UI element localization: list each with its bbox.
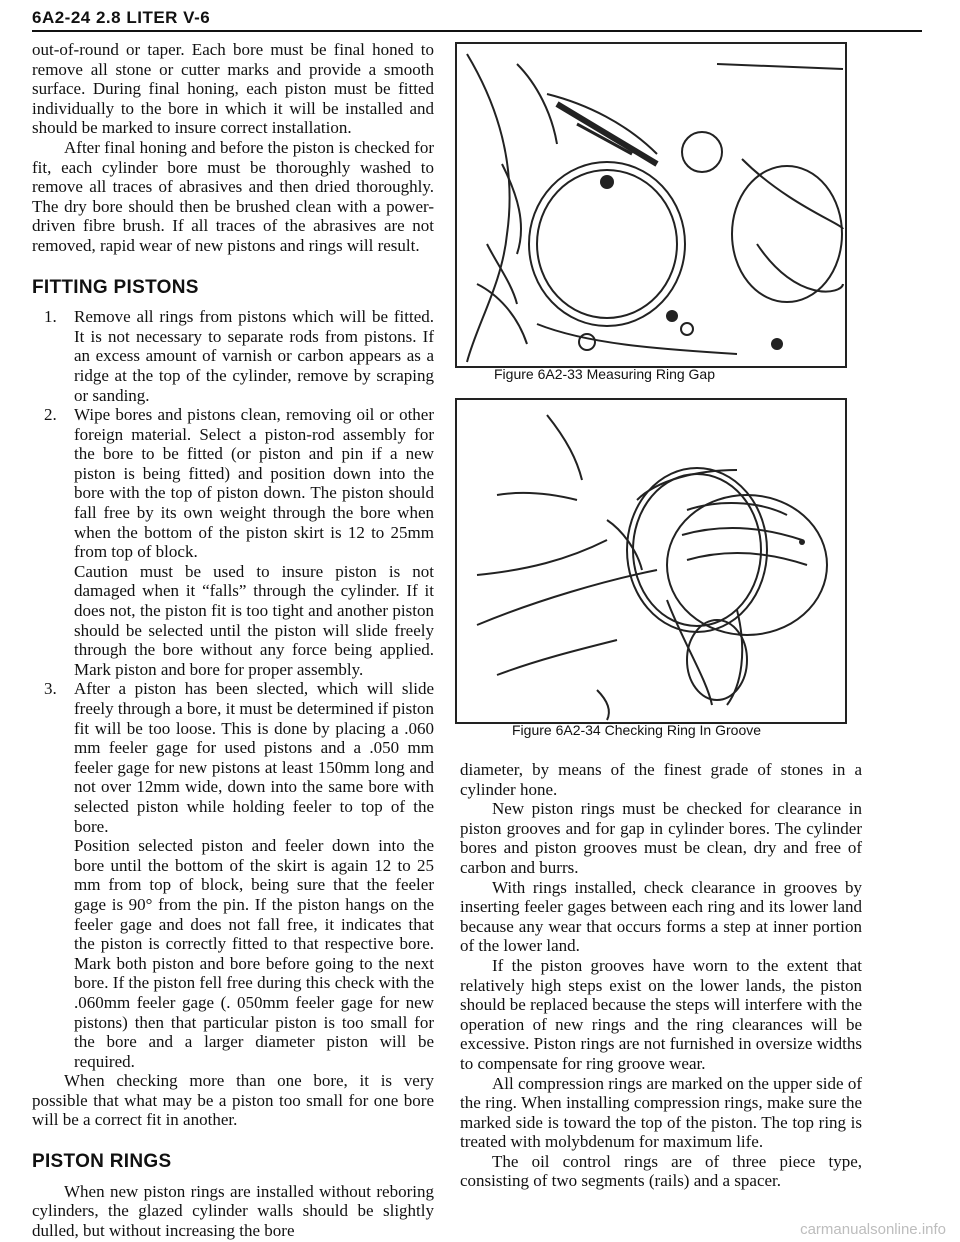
list-item-text: After a piston has been slected, which will slide freely through a bore, it must be determined if piston fit will be too loose. This is done by placing a .060 mm feeler gage for used pistons and a .050 mm feeler gage for new pistons at least 150mm long and not over 12mm wide, down into the same bore with selected piston while holding feeler to top of the bore.	[74, 679, 434, 836]
section-heading-piston-rings: PISTON RINGS	[32, 1151, 172, 1173]
header-rule	[32, 30, 922, 32]
paragraph: If the piston grooves have worn to the extent that relatively high steps exist on the lower lands, the piston should be replaced because the steps will interfere with the operation of new rings and the ring clearances will be excessive. Piston rings are not furnished in oversize widths to compensate for ring groove wear.	[460, 955, 862, 1073]
paragraph: When new piston rings are installed without reboring cylinders, the glazed cylinder walls should be slightly dulled, but without increasing the bore	[32, 1181, 434, 1240]
section-heading-fitting-pistons: FITTING PISTONS	[32, 276, 199, 298]
list-item-text: Caution must be used to insure piston is not damaged when it “falls” through the cylinder. If it does not, the piston fit is too tight and another piston should be selected until the piston will slide freely through the bore without any force being applied. Mark piston and bore for proper assembly.	[74, 561, 434, 679]
list-number: 3.	[44, 679, 57, 699]
paragraph: All compression rings are marked on the upper side of the ring. When installing compression rings, make sure the marked side is toward the top of the piston. The top ring is treated with molybdenum for maximum life.	[460, 1073, 862, 1152]
paragraph: The oil control rings are of three piece type, consisting of two segments (rails) and a spacer.	[460, 1151, 862, 1191]
list-item-text: Wipe bores and pistons clean, removing oil or other foreign material. Select a piston-rod assembly for the bore to be fitted (or piston and pin if a new piston is being fitted) and position down into the bore with the top of piston down. The piston should fall free by its own weight through the bore when when the bottom of the piston skirt is 12 to 25mm from top of block.	[74, 405, 434, 562]
paragraph: After final honing and before the piston is checked for fit, each cylinder bore must be thoroughly washed to remove all traces of abrasives and then dried thoroughly. The dry bore should then be brushed clean with a power-driven fibre brush. If all traces of the abrasives are not removed, rapid wear of new pistons and rings will result.	[32, 137, 434, 255]
list-item	[32, 679, 434, 1071]
paragraph: When checking more than one bore, it is very possible that what may be a piston too small for one bore will be a correct fit in another.	[32, 1071, 434, 1130]
paragraph: out-of-round or taper. Each bore must be final honed to remove all stone or cutter marks and provide a smooth surface. During final honing, each piston must be fitted individually to the bore in which it will be installed and should be marked to insure correct installation.	[32, 40, 434, 138]
list-number: 1.	[44, 307, 57, 327]
page-header: 6A2-24 2.8 LITER V-6	[32, 8, 211, 27]
paragraph: diameter, by means of the finest grade of stones in a cylinder hone.	[460, 760, 862, 799]
list-item	[32, 405, 434, 679]
watermark: carmanualsonline.info	[800, 1221, 946, 1238]
right-column	[460, 760, 862, 1191]
figure-checking-ring-in-groove	[455, 398, 847, 724]
paragraph: With rings installed, check clearance in grooves by inserting feeler gages between each ring and its lower land because any wear that occurs forms a step at inner portion of the lower land.	[460, 877, 862, 956]
ring-gap-illustration	[457, 44, 845, 366]
paragraph: New piston rings must be checked for clearance in piston grooves and for gap in cylinder bores. The cylinder bores and piston grooves must be clean, dry and free of carbon and burrs.	[460, 799, 862, 877]
left-column	[32, 40, 434, 1240]
list-number: 2.	[44, 405, 57, 425]
list-item	[32, 307, 434, 405]
list-item-text: Remove all rings from pistons which will be fitted. It is not necessary to separate rods from pistons. If an excess amount of varnish or carbon appears as a ridge at the top of the cylinder, remove by scraping or sanding.	[74, 307, 434, 405]
figure-measuring-ring-gap	[455, 42, 847, 368]
figure-caption: Figure 6A2-34 Checking Ring In Groove	[512, 722, 762, 738]
list-item-text: Position selected piston and feeler down into the bore until the bottom of the skirt is again 12 to 25 mm from top of block, being sure that the feeler gage is 90° from the pin. If the piston hangs on the feeler gage and does not fall free, it indicates that the piston is correctly fitted to that respective bore. Mark both piston and bore before going to the next bore. If the piston fell free during this check with the .060mm feeler gage (. 050mm feeler gage for new pistons) then that particular piston is too small for the bore and a larger diameter piston will be required.	[74, 836, 434, 1071]
figure-caption: Figure 6A2-33 Measuring Ring Gap	[494, 366, 716, 382]
ring-groove-illustration	[457, 400, 845, 722]
